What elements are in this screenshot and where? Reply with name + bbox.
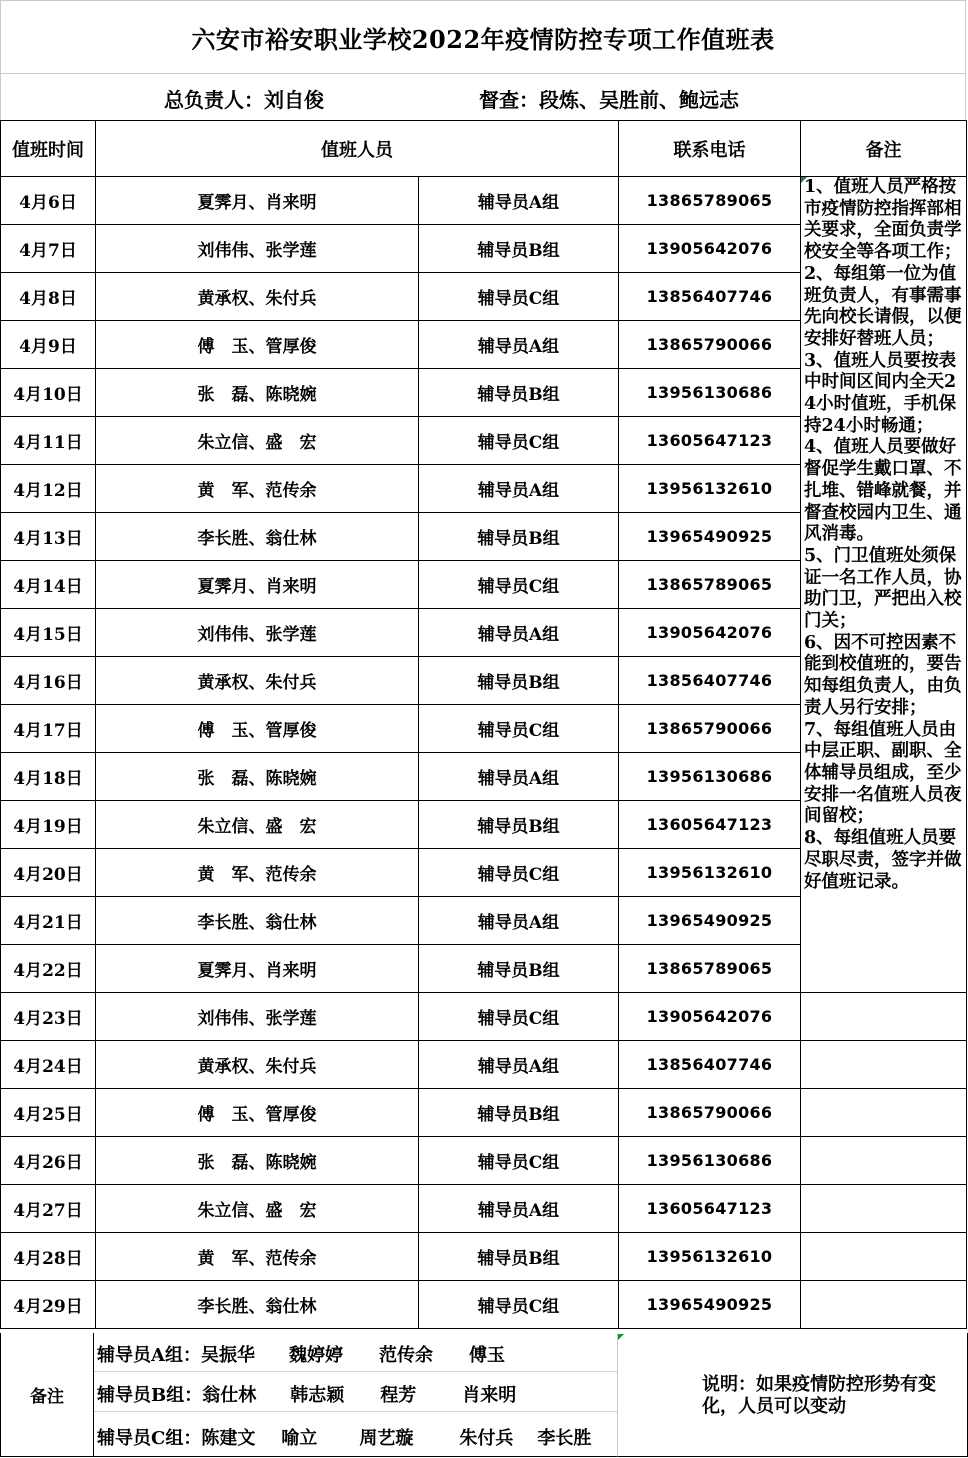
duty-group: 辅导员C组 — [419, 705, 619, 753]
duty-phone: 13956132610 — [619, 849, 801, 897]
duty-group: 辅导员C组 — [419, 561, 619, 609]
duty-phone: 13865790066 — [619, 321, 801, 369]
duty-phone: 13956132610 — [619, 465, 801, 513]
duty-staff: 黄承权、朱付兵 — [96, 1041, 419, 1089]
duty-staff: 夏霁月、肖来明 — [96, 177, 419, 225]
group-name: 辅导员C组： — [97, 1428, 202, 1449]
duty-staff: 夏霁月、肖来明 — [96, 561, 419, 609]
duty-group: 辅导员B组 — [419, 945, 619, 993]
table-row — [1, 993, 967, 1041]
header-staff: 值班人员 — [96, 121, 619, 177]
duty-staff: 李长胜、翁仕林 — [96, 1281, 419, 1329]
group-name: 辅导员B组： — [97, 1385, 203, 1406]
footer-remark-label: 备注 — [0, 1333, 94, 1457]
duty-phone: 13965490925 — [619, 1281, 801, 1329]
duty-group: 辅导员B组 — [419, 369, 619, 417]
cell-comment-marker — [801, 177, 807, 183]
footer-section — [0, 1333, 968, 1458]
group-member: 喻立 — [281, 1428, 318, 1449]
duty-date: 4月27日 — [1, 1185, 96, 1233]
duty-phone: 13856407746 — [619, 1041, 801, 1089]
duty-phone: 13605647123 — [619, 1185, 801, 1233]
duty-staff: 黄 军、范传余 — [96, 849, 419, 897]
duty-date: 4月20日 — [1, 849, 96, 897]
duty-phone: 13956130686 — [619, 1137, 801, 1185]
duty-staff: 李长胜、翁仕林 — [96, 513, 419, 561]
table-row — [1, 1233, 967, 1281]
duty-staff: 黄 军、范传余 — [96, 465, 419, 513]
duty-phone: 13865789065 — [619, 561, 801, 609]
duty-date: 4月25日 — [1, 1089, 96, 1137]
responsibility-row — [0, 74, 966, 120]
chief-leader: 总负责人：刘自俊 — [164, 88, 324, 112]
duty-date: 4月24日 — [1, 1041, 96, 1089]
duty-staff: 黄 军、范传余 — [96, 1233, 419, 1281]
duty-group: 辅导员A组 — [419, 1185, 619, 1233]
duty-group: 辅导员A组 — [419, 753, 619, 801]
group-line-b — [97, 1381, 516, 1407]
group-member: 翁仕林 — [202, 1385, 257, 1406]
duty-date: 4月12日 — [1, 465, 96, 513]
empty-remark-cell — [801, 1089, 967, 1137]
duty-phone: 13965490925 — [619, 897, 801, 945]
duty-staff: 刘伟伟、张学莲 — [96, 993, 419, 1041]
duty-staff: 傅 玉、管厚俊 — [96, 321, 419, 369]
duty-staff: 傅 玉、管厚俊 — [96, 1089, 419, 1137]
divider — [94, 1411, 617, 1412]
empty-remark-cell — [801, 1041, 967, 1089]
duty-date: 4月13日 — [1, 513, 96, 561]
duty-notes — [801, 177, 967, 993]
duty-date: 4月16日 — [1, 657, 96, 705]
duty-group: 辅导员A组 — [419, 321, 619, 369]
duty-phone: 13865789065 — [619, 177, 801, 225]
duty-date: 4月22日 — [1, 945, 96, 993]
duty-group: 辅导员C组 — [419, 417, 619, 465]
duty-phone: 13905642076 — [619, 609, 801, 657]
group-member: 吴振华 — [200, 1345, 255, 1366]
duty-group: 辅导员C组 — [419, 273, 619, 321]
duty-staff: 张 磊、陈晓婉 — [96, 753, 419, 801]
duty-date: 4月6日 — [1, 177, 96, 225]
duty-phone: 13605647123 — [619, 417, 801, 465]
note-item: 7、每组值班人员由中层正职、副职、全体辅导员组成，至少安排一名值班人员夜间留校； — [804, 719, 962, 827]
duty-date: 4月11日 — [1, 417, 96, 465]
duty-staff: 张 磊、陈晓婉 — [96, 1137, 419, 1185]
note-item: 8、每组值班人员要尽职尽责，签字并做好值班记录。 — [804, 828, 962, 892]
group-member: 范传余 — [378, 1345, 433, 1366]
roster-title: 六安市裕安职业学校2022年疫情防控专项工作值班表 — [0, 0, 966, 74]
duty-date: 4月17日 — [1, 705, 96, 753]
duty-date: 4月28日 — [1, 1233, 96, 1281]
duty-group: 辅导员A组 — [419, 177, 619, 225]
duty-phone: 13865789065 — [619, 945, 801, 993]
duty-staff: 张 磊、陈晓婉 — [96, 369, 419, 417]
empty-remark-cell — [801, 1137, 967, 1185]
duty-staff: 夏霁月、肖来明 — [96, 945, 419, 993]
duty-date: 4月19日 — [1, 801, 96, 849]
header-time: 值班时间 — [1, 121, 96, 177]
duty-staff: 李长胜、翁仕林 — [96, 897, 419, 945]
group-member: 魏婷婷 — [288, 1345, 343, 1366]
group-member: 李长胜 — [537, 1428, 592, 1449]
table-row — [1, 1041, 967, 1089]
duty-date: 4月9日 — [1, 321, 96, 369]
group-member: 傅玉 — [468, 1345, 505, 1366]
table-row — [1, 1137, 967, 1185]
duty-group: 辅导员A组 — [419, 609, 619, 657]
duty-date: 4月8日 — [1, 273, 96, 321]
change-note: 说明：如果疫情防控形势有变化，人员可以变动 — [702, 1374, 936, 1417]
group-line-c — [97, 1424, 591, 1450]
duty-group: 辅导员A组 — [419, 1041, 619, 1089]
duty-group: 辅导员B组 — [419, 1089, 619, 1137]
note-item: 6、因不可控因素不能到校值班的，要告知每组负责人，由负责人另行安排； — [804, 632, 962, 718]
group-member: 周艺璇 — [359, 1428, 414, 1449]
table-row — [1, 177, 967, 225]
empty-remark-cell — [801, 993, 967, 1041]
group-member: 肖来明 — [462, 1385, 517, 1406]
duty-date: 4月21日 — [1, 897, 96, 945]
duty-date: 4月7日 — [1, 225, 96, 273]
duty-date: 4月29日 — [1, 1281, 96, 1329]
change-note-cell — [617, 1333, 968, 1457]
duty-date: 4月15日 — [1, 609, 96, 657]
duty-date: 4月18日 — [1, 753, 96, 801]
duty-phone: 13905642076 — [619, 225, 801, 273]
duty-staff: 朱立信、盛 宏 — [96, 417, 419, 465]
duty-phone: 13605647123 — [619, 801, 801, 849]
duty-phone: 13865790066 — [619, 705, 801, 753]
duty-date: 4月14日 — [1, 561, 96, 609]
duty-phone: 13856407746 — [619, 657, 801, 705]
duty-group: 辅导员B组 — [419, 225, 619, 273]
empty-remark-cell — [801, 1233, 967, 1281]
duty-phone: 13856407746 — [619, 273, 801, 321]
duty-group: 辅导员B组 — [419, 657, 619, 705]
duty-group: 辅导员B组 — [419, 513, 619, 561]
duty-staff: 朱立信、盛 宏 — [96, 1185, 419, 1233]
table-row — [1, 1281, 967, 1329]
duty-date: 4月10日 — [1, 369, 96, 417]
divider — [94, 1371, 617, 1372]
group-member: 韩志颖 — [290, 1385, 345, 1406]
duty-group: 辅导员C组 — [419, 1137, 619, 1185]
duty-group: 辅导员C组 — [419, 849, 619, 897]
duty-group: 辅导员B组 — [419, 801, 619, 849]
duty-phone: 13956130686 — [619, 753, 801, 801]
table-header-row — [1, 121, 967, 177]
duty-phone: 13956132610 — [619, 1233, 801, 1281]
empty-remark-cell — [801, 1185, 967, 1233]
header-phone: 联系电话 — [619, 121, 801, 177]
note-item: 3、值班人员要按表中时间区间内全天24小时值班，手机保持24小时畅通； — [804, 350, 957, 436]
note-item: 5、门卫值班处须保证一名工作人员，协助门卫，严把出入校门关； — [804, 545, 962, 632]
empty-remark-cell — [801, 1281, 967, 1329]
table-row — [1, 1089, 967, 1137]
duty-group: 辅导员A组 — [419, 897, 619, 945]
duty-staff: 朱立信、盛 宏 — [96, 801, 419, 849]
supervisors: 督查：段炼、吴胜前、鲍远志 — [479, 88, 739, 112]
group-member: 朱付兵 — [459, 1428, 514, 1449]
note-item: 1、值班人员严格按市疫情防控指挥部相关要求，全面负责学校安全等各项工作； — [804, 177, 962, 263]
duty-staff: 傅 玉、管厚俊 — [96, 705, 419, 753]
group-roster — [94, 1333, 617, 1457]
duty-staff: 黄承权、朱付兵 — [96, 657, 419, 705]
duty-phone: 13905642076 — [619, 993, 801, 1041]
group-name: 辅导员A组： — [97, 1345, 201, 1366]
duty-staff: 刘伟伟、张学莲 — [96, 609, 419, 657]
duty-phone: 13865790066 — [619, 1089, 801, 1137]
duty-date: 4月26日 — [1, 1137, 96, 1185]
group-line-a — [97, 1341, 505, 1367]
duty-group: 辅导员B组 — [419, 1233, 619, 1281]
table-row — [1, 1185, 967, 1233]
duty-phone: 13965490925 — [619, 513, 801, 561]
duty-group: 辅导员A组 — [419, 465, 619, 513]
note-item: 4、值班人员要做好督促学生戴口罩、不扎堆、错峰就餐，并督查校园内卫生、通风消毒。 — [804, 437, 962, 545]
duty-staff: 黄承权、朱付兵 — [96, 273, 419, 321]
duty-table — [0, 120, 967, 1329]
group-member: 陈建文 — [201, 1428, 256, 1449]
duty-staff: 刘伟伟、张学莲 — [96, 225, 419, 273]
note-item: 2、每组第一位为值班负责人，有事需事先向校长请假，以便安排好替班人员； — [804, 263, 962, 349]
duty-group: 辅导员C组 — [419, 993, 619, 1041]
header-remark: 备注 — [801, 121, 967, 177]
group-member: 程芳 — [380, 1385, 417, 1406]
duty-phone: 13956130686 — [619, 369, 801, 417]
duty-date: 4月23日 — [1, 993, 96, 1041]
duty-group: 辅导员C组 — [419, 1281, 619, 1329]
